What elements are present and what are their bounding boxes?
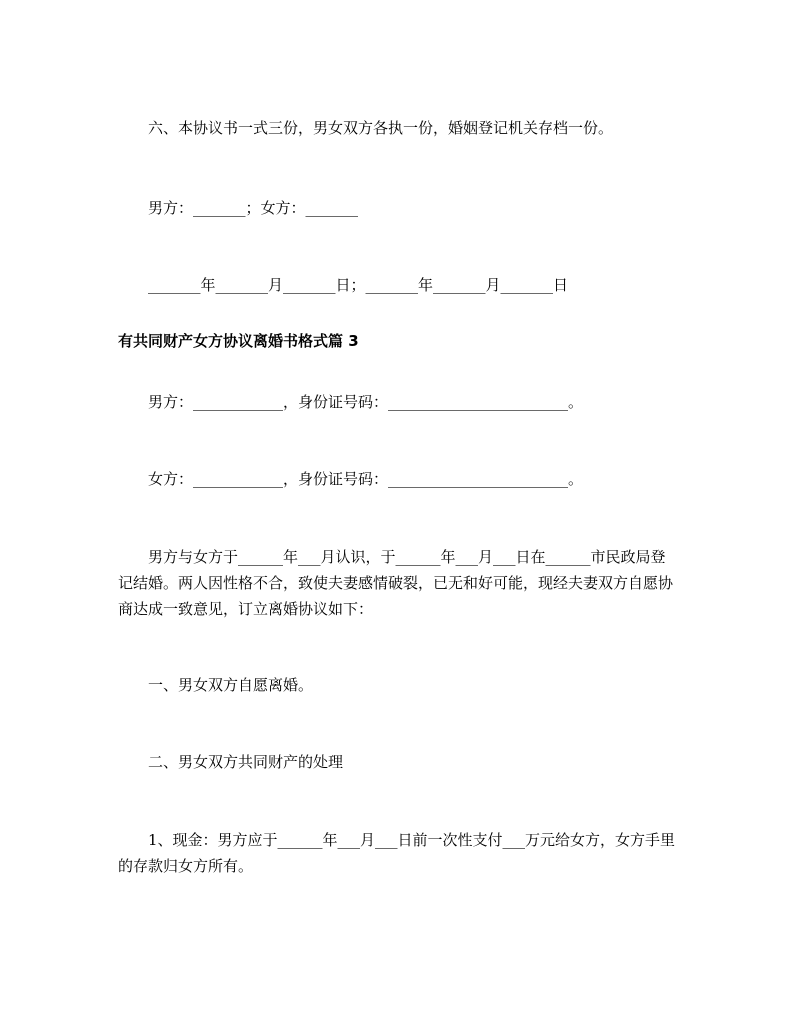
date-line: _______年_______月_______日；_______年_______月_______日: [148, 276, 569, 294]
signature-line: 男方：_______；女方：_______: [148, 199, 359, 217]
marriage-paragraph: 男方与女方于______年___月认识，于______年___月___日在______市民政局登记结婚。两人因性格不合，致使夫妻感情破裂，已无和好可能，现经夫妻双方自愿协商达成一致意见，订立离婚协议如下：: [118, 548, 674, 618]
male-id-line: 男方：____________，身份证号码：________________________。: [148, 393, 584, 411]
female-id-line: 女方：____________，身份证号码：________________________。: [148, 470, 584, 488]
section-title: 有共同财产女方协议离婚书格式篇 3: [118, 332, 359, 350]
clause-two-text: 二、男女双方共同财产的处理: [148, 753, 344, 771]
clause-six-text: 六、本协议书一式三份，男女双方各执一份，婚姻登记机关存档一份。: [148, 119, 614, 137]
cash-clause-paragraph: 1、现金：男方应于______年___月___日前一次性支付___万元给女方，女方手里的存款归女方所有。: [118, 831, 676, 875]
clause-one-text: 一、男女双方自愿离婚。: [148, 676, 314, 694]
